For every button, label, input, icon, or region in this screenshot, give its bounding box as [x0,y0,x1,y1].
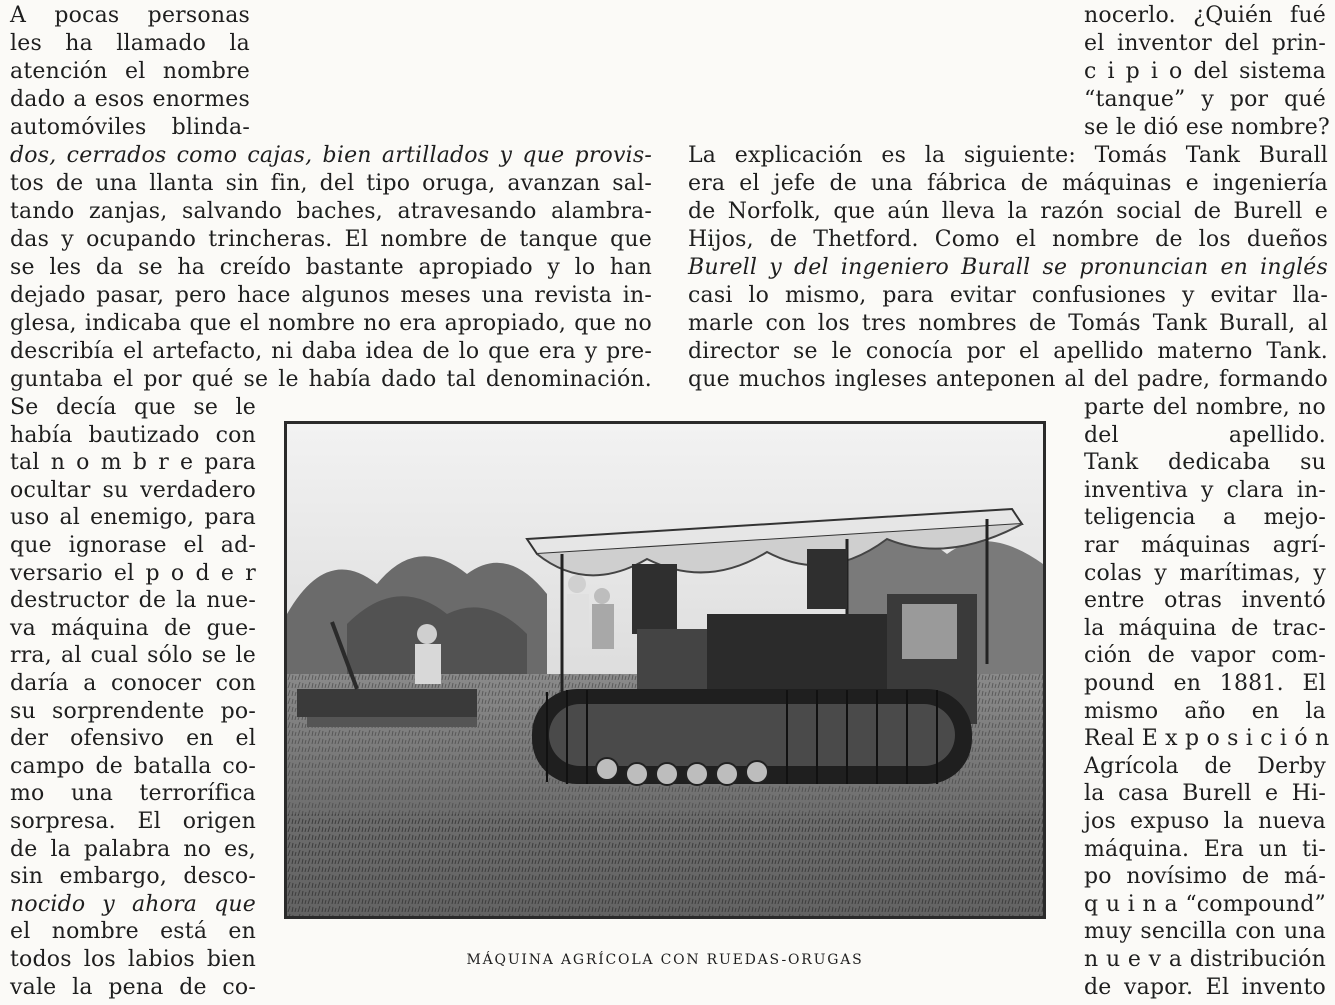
text-line: campo de batalla co- [10,753,256,779]
text-line: marle con los tres nombres de Tomás Tank Burall, al [688,311,1328,336]
text-line: destructor de la nue- [10,588,256,614]
text-line: n u e v a distribución [1084,947,1326,972]
text-line: daría a conocer con [10,671,256,696]
text-line: Se decía que se le [10,395,256,420]
text-line: era el jefe de una fábrica de máquinas e ingeniería [688,171,1328,196]
text-line: glesa, indicaba que el nombre no era apropiado, que no [10,311,652,336]
text-line: Agrícola de Derby [1084,753,1326,779]
text-line: de Norfolk, que aún lleva la razón social de Burell e [688,199,1328,224]
text-line: colas y marítimas, y [1084,560,1326,586]
text-line: mismo año en la [1084,698,1326,724]
text-line: se les da se ha creído bastante apropiado y lo han [10,255,652,280]
text-line: tando zanjas, salvando baches, atravesando alambra- [10,199,652,224]
text-line: automóviles blinda- [10,115,250,140]
text-line: el inventor del prin- [1084,31,1326,56]
text-line: das y ocupando trincheras. El nombre de tanque que [10,227,652,252]
text-line: Burell y del ingeniero Burall se pronuncian en inglés [688,255,1328,280]
text-line: va máquina de gue- [10,615,256,641]
text-line: guntaba el por qué se le había dado tal denominación. [10,367,652,392]
text-line: todos los labios bien [10,947,256,972]
text-line: máquina. Era un ti- [1084,836,1326,862]
text-line: les ha llamado la [10,31,250,56]
text-line: pound en 1881. El [1084,671,1326,696]
photo-caption: MÁQUINA AGRÍCOLA CON RUEDAS-ORUGAS [466,952,864,968]
text-line: entre otras inventó [1084,588,1326,614]
text-line: “tanque” y por qué [1084,87,1326,112]
text-line: la casa Burell e Hi- [1084,781,1326,807]
tractor-photo [284,421,1046,919]
text-line: había bautizado con [10,422,256,448]
text-line: la máquina de trac- [1084,615,1326,641]
text-line: Real E x p o s i c i ó n [1084,726,1330,752]
text-line: nocerlo. ¿Quién fué [1084,3,1326,28]
text-line: dejado pasar, pero hace algunos meses una revista in- [10,283,652,308]
text-line: de vapor. El invento [1084,974,1326,1000]
text-line: mo una terrorífica [10,781,256,807]
text-line: c i p i o del sistema [1084,59,1326,84]
text-line: q u i n a “compound” [1084,891,1326,917]
text-line: casi lo mismo, para evitar confusiones y evitar lla- [688,283,1328,308]
text-line: rar máquinas agrí- [1084,533,1326,558]
text-line: describía el artefacto, ni daba idea de lo que era y pre- [10,339,652,364]
text-line: jos expuso la nueva [1084,809,1326,834]
text-line: La explicación es la siguiente: Tomás Tank Burall [688,143,1328,168]
text-line: del apellido. [1084,422,1326,448]
text-line: de la palabra no es, [10,836,256,862]
text-line: que muchos ingleses anteponen al del padre, formando [688,367,1328,392]
text-line: que ignorase el ad- [10,533,256,558]
text-line: A pocas personas [10,3,250,28]
text-line: versario el p o d e r [10,560,256,586]
text-line: se le dió ese nombre? [1084,115,1330,140]
text-line: der ofensivo en el [10,726,256,752]
text-line: tal n o m b r e para [10,450,256,476]
text-line: parte del nombre, no [1084,395,1326,420]
text-line: atención el nombre [10,59,250,84]
text-line: po novísimo de má- [1084,864,1326,890]
text-line: ción de vapor com- [1084,643,1326,669]
text-line: director se le conocía por el apellido materno Tank. [688,339,1328,364]
text-line: sin embargo, desco- [10,864,256,890]
text-line: rra, al cual sólo se le [10,643,256,669]
text-line: dos, cerrados como cajas, bien artillados y que provis- [10,143,652,168]
text-line: Tank dedicaba su [1084,450,1326,476]
text-line: uso al enemigo, para [10,505,256,531]
text-line: Hijos, de Thetford. Como el nombre de los dueños [688,227,1328,252]
text-line: su sorprendente po- [10,698,256,724]
text-line: inventiva y clara in- [1084,477,1326,503]
text-line: dado a esos enormes [10,87,250,112]
text-line: tos de una llanta sin fin, del tipo oruga, avanzan sal- [10,171,652,196]
text-line: nocido y ahora que [10,891,256,917]
text-line: teligencia a mejo- [1084,505,1326,531]
text-line: sorpresa. El origen [10,809,256,834]
text-line: muy sencilla con una [1084,919,1326,945]
text-line: el nombre está en [10,919,256,945]
text-line: vale la pena de co- [10,974,256,1000]
text-line: ocultar su verdadero [10,477,256,503]
